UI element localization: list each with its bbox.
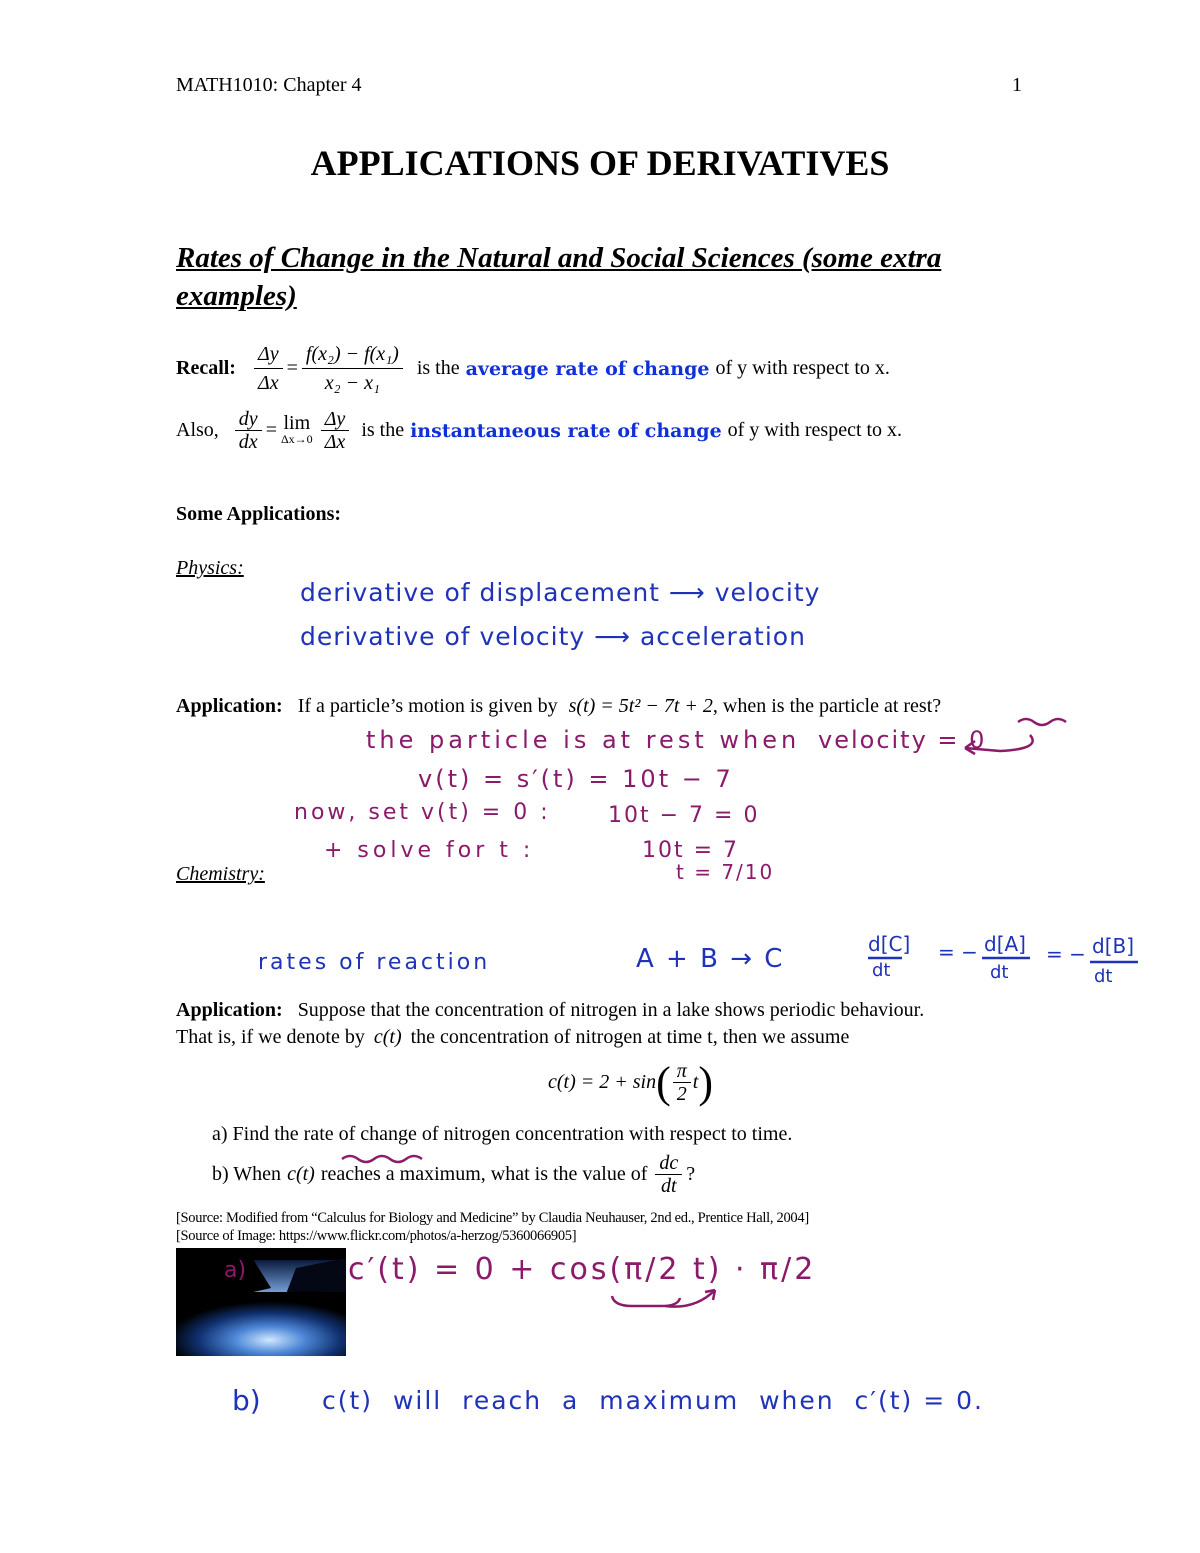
fraction-denominator: Δx bbox=[257, 372, 279, 394]
note-part-b-label: b) bbox=[232, 1384, 261, 1417]
page-title: APPLICATIONS OF DERIVATIVES bbox=[310, 143, 890, 183]
fraction-numerator: Δy bbox=[254, 340, 283, 369]
application-2-line2 bbox=[176, 1026, 849, 1049]
physics-label: Physics: bbox=[176, 557, 244, 579]
chemistry-label: Chemistry: bbox=[176, 863, 265, 885]
recall-label: Recall: bbox=[176, 357, 236, 379]
limit-word: lim bbox=[283, 411, 311, 434]
rate-denominator-1: dt bbox=[872, 960, 891, 981]
equals-sign: = bbox=[286, 357, 298, 379]
also-text: is the bbox=[361, 419, 405, 441]
equals-sign: = bbox=[265, 419, 277, 441]
fraction-denominator: dx bbox=[238, 431, 258, 453]
limit-subscript: Δx→0 bbox=[280, 431, 313, 446]
note-t-solution: t = 7/10 bbox=[676, 860, 775, 884]
application-text: That is, if we denote by bbox=[176, 1026, 365, 1048]
formula-var: t bbox=[692, 1071, 699, 1093]
rate-equals-1: = − bbox=[938, 940, 978, 964]
lake-image-drawing bbox=[176, 1248, 346, 1356]
fraction-numerator: π bbox=[673, 1060, 691, 1083]
source-citation: [Source: Modified from “Calculus for Biology and Medicine” by Claudia Neuhauser, 2nd ed., Prentice Hall, 2004] bbox=[176, 1210, 809, 1226]
fraction-numerator: Δy bbox=[321, 408, 350, 431]
concentration-function: c(t) bbox=[287, 1163, 315, 1185]
note-equation: 10t − 7 = 0 bbox=[608, 803, 760, 828]
recall-text: is the bbox=[416, 357, 460, 379]
note-10t-equals-7: 10t = 7 bbox=[642, 838, 740, 863]
recall-text-end: of y with respect to x. bbox=[715, 357, 890, 379]
part-b-question-mark: ? bbox=[686, 1163, 696, 1185]
rate-numerator-b: d[B] bbox=[1092, 934, 1135, 958]
chem-reaction: A + B → C bbox=[636, 944, 785, 974]
fraction-denominator: 2 bbox=[676, 1083, 687, 1105]
fraction-denominator: x₂ − x₁ bbox=[324, 372, 380, 394]
page-number: 1 bbox=[1012, 74, 1022, 96]
lake-image bbox=[176, 1248, 346, 1356]
rest-underline-mark bbox=[1018, 719, 1066, 725]
note-set-velocity: now, set v(t) = 0 : bbox=[294, 800, 551, 825]
fraction-numerator: dc bbox=[655, 1152, 682, 1175]
application-label: Application: bbox=[176, 695, 283, 717]
rate-denominator-3: dt bbox=[1094, 966, 1113, 987]
also-text-end: of y with respect to x. bbox=[727, 419, 903, 441]
note-rest-condition: the particle is at rest when bbox=[366, 726, 801, 754]
note-velocity-derivative: v(t) = s′(t) = 10t − 7 bbox=[418, 765, 734, 793]
fraction-denominator: dt bbox=[661, 1175, 677, 1197]
motion-formula: s(t) = 5t² − 7t + 2 bbox=[568, 695, 713, 717]
also-label: Also, bbox=[176, 419, 219, 441]
chem-note-rates: rates of reaction bbox=[258, 950, 491, 975]
note-velocity-zero: velocity = 0 bbox=[818, 726, 987, 754]
application-text-end: , when is the particle at rest? bbox=[712, 695, 942, 717]
dc-dt-fraction bbox=[655, 1152, 682, 1197]
part-b-text: b) When bbox=[212, 1163, 282, 1185]
fraction-numerator: f(x₂) − f(x₁) bbox=[302, 340, 403, 369]
part-b bbox=[212, 1152, 695, 1197]
image-source-citation: [Source of Image: https://www.flickr.com/photos/a-herzog/5360066905] bbox=[176, 1228, 577, 1244]
note-solve: + solve for t : bbox=[324, 838, 535, 863]
physics-note-2: derivative of velocity ⟶ acceleration bbox=[300, 622, 806, 651]
note-derivative-c: c′(t) = 0 + cos(π/2 t) · π/2 bbox=[348, 1252, 817, 1287]
bracket-mark bbox=[612, 1296, 680, 1306]
formula-left: c(t) = 2 + sin bbox=[548, 1071, 657, 1093]
rate-denominator-2: dt bbox=[990, 962, 1009, 983]
some-applications-heading: Some Applications: bbox=[176, 503, 342, 525]
part-a: a) Find the rate of change of nitrogen concentration with respect to time. bbox=[212, 1123, 793, 1145]
instantaneous-rate-highlight: instantaneous rate of change bbox=[410, 419, 722, 442]
fraction-denominator: Δx bbox=[324, 431, 346, 453]
running-header: MATH1010: Chapter 4 bbox=[176, 74, 362, 96]
paren-open: ( bbox=[656, 1057, 671, 1107]
application-label: Application: bbox=[176, 999, 283, 1021]
rate-numerator-c: d[C] bbox=[868, 932, 911, 956]
fraction-numerator: dy bbox=[235, 408, 262, 431]
application-2-line1 bbox=[176, 999, 924, 1022]
application-text: If a particle’s motion is given by bbox=[297, 695, 558, 717]
physics-note-1: derivative of displacement ⟶ velocity bbox=[300, 578, 821, 607]
rate-equals-2: = − bbox=[1046, 942, 1086, 966]
pi-over-two bbox=[673, 1060, 691, 1105]
concentration-formula bbox=[548, 1057, 713, 1107]
rate-numerator-a: d[A] bbox=[984, 932, 1026, 956]
concentration-function: c(t) bbox=[373, 1026, 402, 1048]
application-text-end: the concentration of nitrogen at time t, then we assume bbox=[410, 1026, 850, 1048]
note-part-a-label: a) bbox=[224, 1258, 247, 1283]
part-b-text-mid: reaches a maximum, what is the value of bbox=[320, 1163, 648, 1185]
average-rate-highlight: average rate of change bbox=[465, 357, 710, 380]
application-text: Suppose that the concentration of nitrogen in a lake shows periodic behaviour. bbox=[297, 999, 925, 1021]
note-maximum-condition: c(t) will reach a maximum when c′(t) = 0. bbox=[322, 1386, 984, 1415]
section-heading-line1: Rates of Change in the Natural and Social Sciences (some extra bbox=[176, 242, 942, 274]
paren-close: ) bbox=[698, 1057, 713, 1107]
section-heading-line2: examples) bbox=[176, 280, 297, 312]
